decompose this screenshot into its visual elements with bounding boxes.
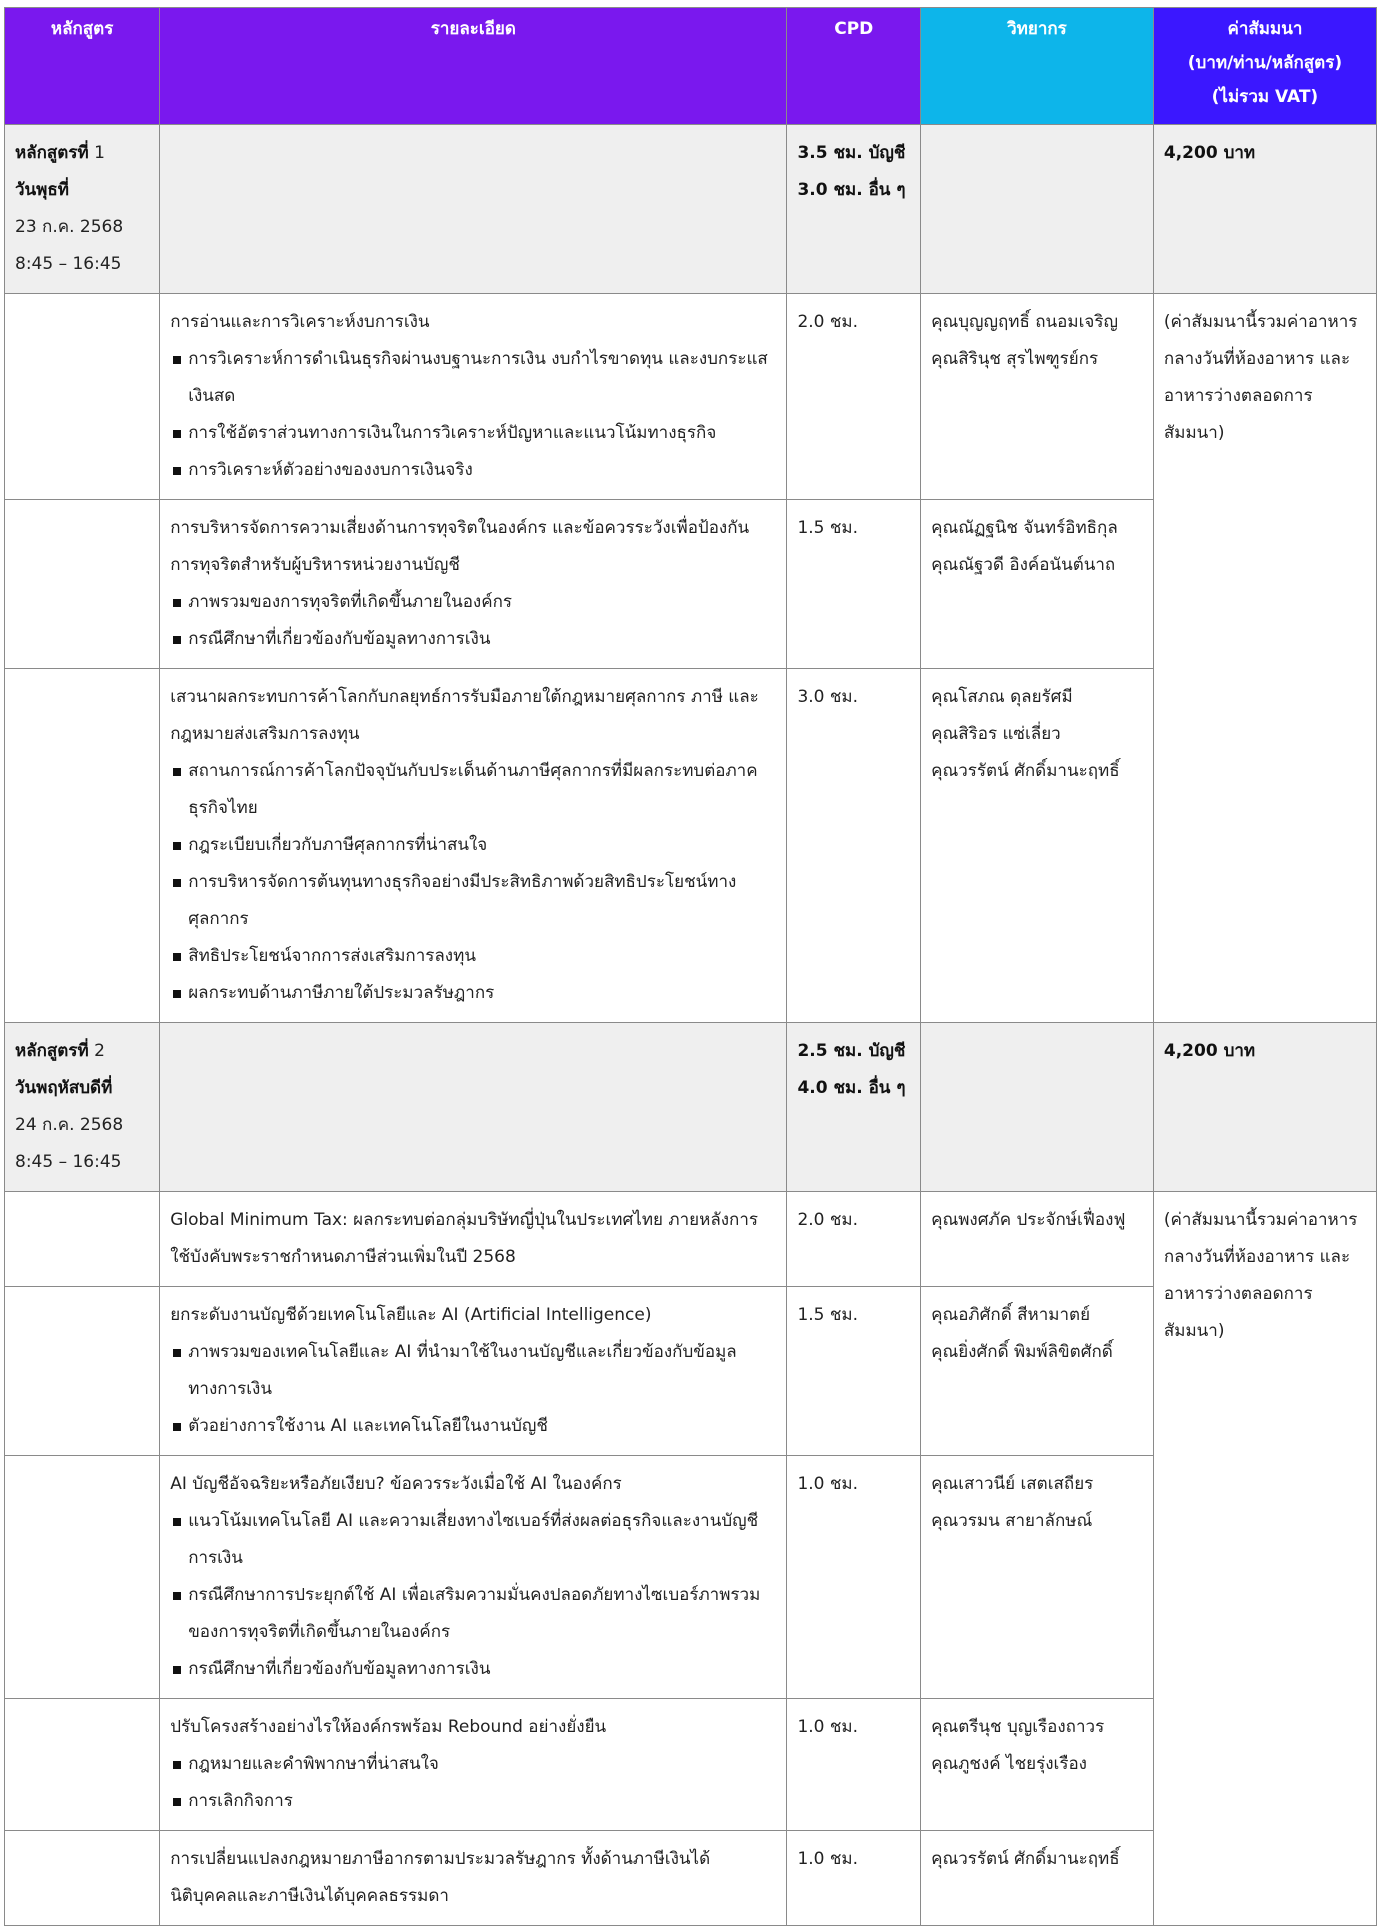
session-cpd: 1.5 ชม. [787,1287,921,1456]
session-title: การเปลี่ยนแปลงกฎหมายภาษีอากรตามประมวลรัษฎากร ทั้งด้านภาษีเงินได้นิติบุคคลและภาษีเงินได้บุคคลธรรมดา [170,1849,711,1906]
header-speaker: วิทยากร [921,8,1154,125]
session-cpd: 1.5 ชม. [787,500,921,669]
course-cell-empty [5,1192,160,1287]
course-2-title-prefix: หลักสูตรที่ [15,1041,89,1061]
course-2-fee [1153,1023,1376,1192]
course-2-info [5,1023,160,1192]
course-2-speaker-empty [921,1023,1154,1192]
course-1-cpd-other: 3.0 ชม. อื่น ๆ [797,180,906,200]
course-1-time: 8:45 – 16:45 [15,254,122,274]
header-course: หลักสูตร [5,8,160,125]
session-title: การอ่านและการวิเคราะห์งบการเงิน [170,312,430,332]
list-item: การเลิกกิจการ [170,1783,776,1820]
course-1-row [5,125,1377,294]
course-2-day: วันพฤหัสบดีที่ [15,1078,113,1098]
list-item: การวิเคราะห์ตัวอย่างของงบการเงินจริง [170,452,776,489]
course-1-fee-note: (ค่าสัมมนานี้รวมค่าอาหารกลางวันที่ห้องอาหาร และอาหารว่างตลอดการสัมมนา) [1153,294,1376,1023]
table-row [5,294,1377,500]
session-cpd: 1.0 ชม. [787,1699,921,1831]
course-cell-empty [5,1456,160,1699]
course-1-cpd-accounting: 3.5 ชม. บัญชี [797,143,906,163]
list-item: สถานการณ์การค้าโลกปัจจุบันกับประเด็นด้านภาษีศุลกากรที่มีผลกระทบต่อภาคธุรกิจไทย [170,753,776,827]
session-details [160,500,787,669]
list-item: ผลกระทบด้านภาษีภายใต้ประมวลรัษฎากร [170,975,776,1012]
header-row [5,8,1377,125]
course-1-date: 23 ก.ค. 2568 [15,217,124,237]
course-1-info [5,125,160,294]
course-cell-empty [5,500,160,669]
list-item: แนวโน้มเทคโนโลยี AI และความเสี่ยงทางไซเบอร์ที่ส่งผลต่อธุรกิจและงานบัญชีการเงิน [170,1503,776,1577]
session-speakers [921,500,1154,669]
session-details [160,1192,787,1287]
session-details [160,294,787,500]
list-item: กรณีศึกษาการประยุกต์ใช้ AI เพื่อเสริมความมั่นคงปลอดภัยทางไซเบอร์ภาพรวมของการทุจริตที่เกิดขึ้นภายในองค์กร [170,1577,776,1651]
course-cell-empty [5,1831,160,1926]
session-speakers [921,1699,1154,1831]
header-fee [1153,8,1376,125]
session-details [160,669,787,1023]
list-item: การบริหารจัดการต้นทุนทางธุรกิจอย่างมีประสิทธิภาพด้วยสิทธิประโยชน์ทางศุลกากร [170,864,776,938]
session-cpd: 3.0 ชม. [787,669,921,1023]
course-cell-empty [5,294,160,500]
session-topics [170,584,776,658]
session-title: ยกระดับงานบัญชีด้วยเทคโนโลยีและ AI (Artificial Intelligence) [170,1305,652,1325]
session-speakers [921,1831,1154,1926]
session-title: AI บัญชีอัจฉริยะหรือภัยเงียบ? ข้อควรระวังเมื่อใช้ AI ในองค์กร [170,1474,622,1494]
list-item: กฎระเบียบเกี่ยวกับภาษีศุลกากรที่น่าสนใจ [170,827,776,864]
course-cell-empty [5,1699,160,1831]
session-speakers [921,1287,1154,1456]
list-item: กรณีศึกษาที่เกี่ยวข้องกับข้อมูลทางการเงิน [170,1651,776,1688]
course-2-fee-amount: 4,200 บาท [1163,1041,1256,1061]
course-1-title-prefix: หลักสูตรที่ [15,143,89,163]
speaker-name: คุณวรรัตน์ ศักดิ์มานะฤทธิ์ [931,1849,1120,1869]
speaker-name: คุณโสภณ ดุลยรัศมี [931,687,1073,707]
course-2-fee-note: (ค่าสัมมนานี้รวมค่าอาหารกลางวันที่ห้องอาหาร และอาหารว่างตลอดการสัมมนา) [1153,1192,1376,1926]
session-cpd: 2.0 ชม. [787,1192,921,1287]
course-2-cpd [787,1023,921,1192]
session-title: เสวนาผลกระทบการค้าโลกกับกลยุทธ์การรับมือภายใต้กฎหมายศุลกากร ภาษี และกฎหมายส่งเสริมการลงทุน [170,687,759,744]
speaker-name: คุณณัฏฐนิช จันทร์อิทธิกุล [931,518,1118,538]
header-details: รายละเอียด [160,8,787,125]
speaker-name: คุณตรีนุช บุญเรืองถาวร [931,1717,1105,1737]
session-title: ปรับโครงสร้างอย่างไรให้องค์กรพร้อม Rebound อย่างยั่งยืน [170,1717,607,1737]
session-details [160,1456,787,1699]
course-2-cpd-other: 4.0 ชม. อื่น ๆ [797,1078,906,1098]
list-item: ภาพรวมของเทคโนโลยีและ AI ที่นำมาใช้ในงานบัญชีและเกี่ยวข้องกับข้อมูลทางการเงิน [170,1334,776,1408]
session-topics [170,1503,776,1688]
session-details [160,1699,787,1831]
course-cell-empty [5,1287,160,1456]
header-fee-line-2: (บาท/ท่าน/หลักสูตร) [1187,53,1343,73]
speaker-name: คุณสิรินุช สุรไพฑูรย์กร [931,349,1099,369]
speaker-name: คุณวรมน สายาลักษณ์ [931,1511,1093,1531]
session-speakers [921,1456,1154,1699]
session-speakers [921,294,1154,500]
list-item: การใช้อัตราส่วนทางการเงินในการวิเคราะห์ปัญหาและแนวโน้มทางธุรกิจ [170,415,776,452]
course-2-date: 24 ก.ค. 2568 [15,1115,124,1135]
course-1-day: วันพุธที่ [15,180,69,200]
course-2-number: 2 [94,1041,105,1061]
course-2-time: 8:45 – 16:45 [15,1152,122,1172]
course-1-number: 1 [94,143,105,163]
session-speakers [921,1192,1154,1287]
speaker-name: คุณวรรัตน์ ศักดิ์มานะฤทธิ์ [931,761,1120,781]
list-item: ภาพรวมของการทุจริตที่เกิดขึ้นภายในองค์กร [170,584,776,621]
session-cpd: 1.0 ชม. [787,1456,921,1699]
speaker-name: คุณเสาวนีย์ เสตเสถียร [931,1474,1094,1494]
session-details [160,1287,787,1456]
course-1-details-empty [160,125,787,294]
speaker-name: คุณบุญญฤทธิ์ ถนอมเจริญ [931,312,1118,332]
course-1-speaker-empty [921,125,1154,294]
header-cpd: CPD [787,8,921,125]
speaker-name: คุณอภิศักดิ์ สีหามาตย์ [931,1305,1091,1325]
table-row [5,1192,1377,1287]
session-topics [170,1746,776,1820]
header-fee-line-3: (ไม่รวม VAT) [1211,87,1319,107]
session-cpd: 1.0 ชม. [787,1831,921,1926]
course-1-cpd [787,125,921,294]
session-title: Global Minimum Tax: ผลกระทบต่อกลุ่มบริษัทญี่ปุ่นในประเทศไทย ภายหลังการใช้บังคับพระราชกำหนดภาษีส่วนเพิ่มในปี 2568 [170,1210,759,1267]
course-2-row [5,1023,1377,1192]
list-item: การวิเคราะห์การดำเนินธุรกิจผ่านงบฐานะการเงิน งบกำไรขาดทุน และงบกระแสเงินสด [170,341,776,415]
course-cell-empty [5,669,160,1023]
list-item: กรณีศึกษาที่เกี่ยวข้องกับข้อมูลทางการเงิน [170,621,776,658]
speaker-name: คุณพงศภัค ประจักษ์เฟื่องฟู [931,1210,1126,1230]
speaker-name: คุณยิ่งศักดิ์ พิมพ์ลิขิตศักดิ์ [931,1342,1113,1362]
session-details [160,1831,787,1926]
session-topics [170,341,776,489]
course-2-cpd-accounting: 2.5 ชม. บัญชี [797,1041,906,1061]
speaker-name: คุณณัฐวดี อิงค์อนันต์นาถ [931,555,1116,575]
seminar-schedule-table [4,7,1377,1926]
course-2-details-empty [160,1023,787,1192]
session-cpd: 2.0 ชม. [787,294,921,500]
session-topics [170,1334,776,1445]
course-1-fee [1153,125,1376,294]
speaker-name: คุณภูชงค์ ไชยรุ่งเรือง [931,1754,1087,1774]
list-item: สิทธิประโยชน์จากการส่งเสริมการลงทุน [170,938,776,975]
session-speakers [921,669,1154,1023]
list-item: กฎหมายและคำพิพากษาที่น่าสนใจ [170,1746,776,1783]
list-item: ตัวอย่างการใช้งาน AI และเทคโนโลยีในงานบัญชี [170,1408,776,1445]
session-title: การบริหารจัดการความเสี่ยงด้านการทุจริตในองค์กร และข้อควรระวังเพื่อป้องกันการทุจริตสำหรับผู้บริหารหน่วยงานบัญชี [170,518,750,575]
session-topics [170,753,776,1012]
course-1-fee-amount: 4,200 บาท [1163,143,1256,163]
header-fee-line-1: ค่าสัมมนา [1227,19,1303,39]
speaker-name: คุณสิริอร แซ่เลี่ยว [931,724,1061,744]
